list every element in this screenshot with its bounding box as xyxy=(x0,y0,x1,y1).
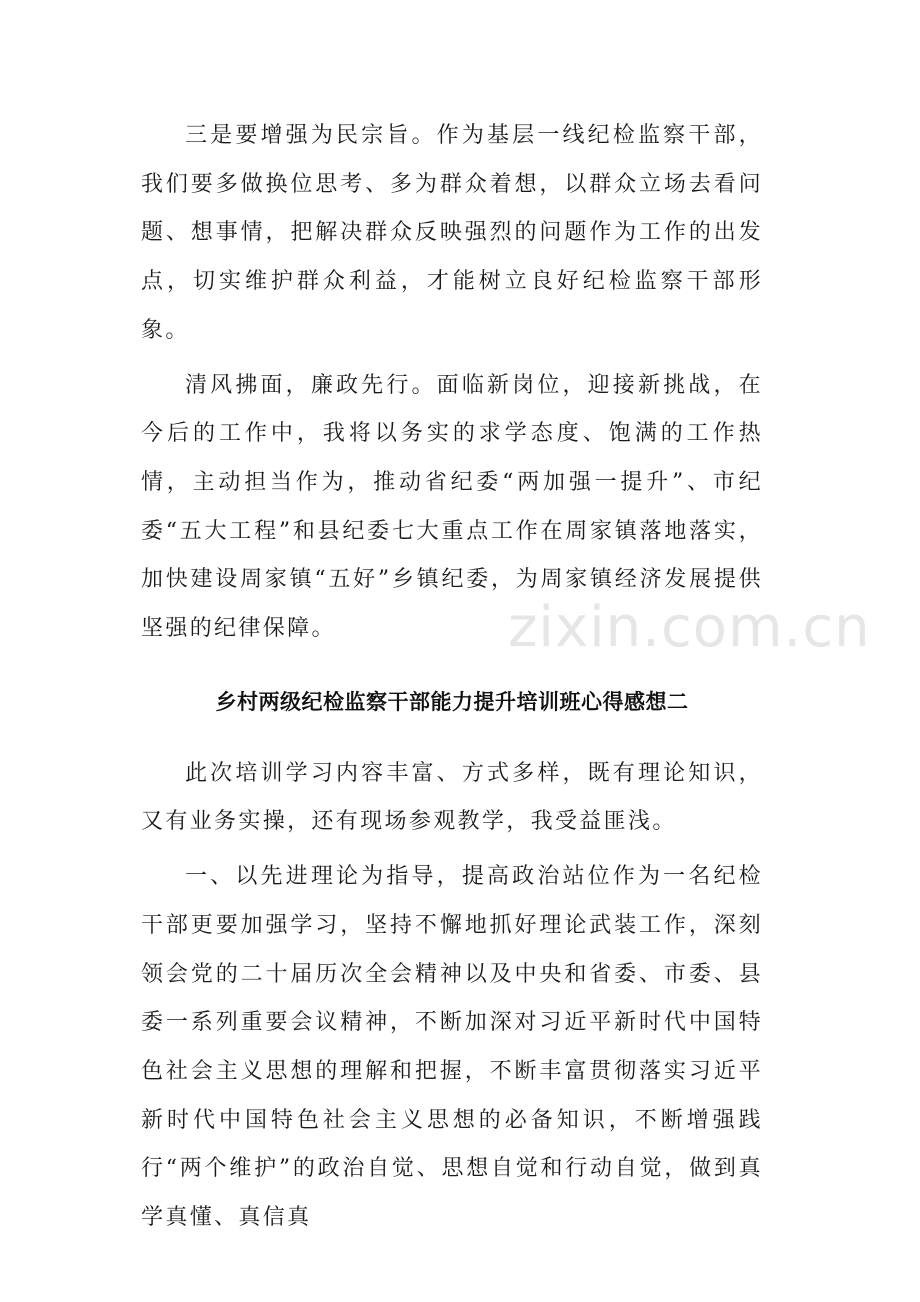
document-page xyxy=(141,112,763,1243)
section-heading: 乡村两级纪检监察干部能力提升培训班心得感想二 xyxy=(215,689,689,714)
paragraph-theory-guidance: 一、以先进理论为指导，提高政治站位作为一名纪检干部更要加强学习，坚持不懈地抓好理论武装工作，深刻领会党的二十届历次全会精神以及中央和省委、市委、县委一系列重要会议精神，不断加深对习近平新时代中国特色社会主义思想的理解和把握，不断丰富贯彻落实习近平新时代中国特色社会主义思想的必备知识，不断增强践行“两个维护”的政治自觉、思想自觉和行动自觉，做到真学真懂、真信真 xyxy=(141,864,763,1231)
watermark: zixin.com.cn xyxy=(508,595,871,660)
paragraph-clean-government: 清风拂面，廉政先行。面临新岗位，迎接新挑战，在今后的工作中，我将以务实的求学态度、饱满的工作热情，主动担当作为，推动省纪委“两加强一提升”、市纪委“五大工程”和县纪委七大重点工作在周家镇落地落实，加快建设周家镇“五好”乡镇纪委，为周家镇经济发展提供坚强的纪律保障。 xyxy=(141,372,763,642)
paragraph-training-summary: 此次培训学习内容丰富、方式多样，既有理论知识，又有业务实操，还有现场参观教学，我受益匪浅。 xyxy=(141,760,763,835)
paragraph-people-purpose: 三是要增强为民宗旨。作为基层一线纪检监察干部，我们要多做换位思考、多为群众着想，以群众立场去看问题、想事情，把解决群众反映强烈的问题作为工作的出发点，切实维护群众利益，才能树立良好纪检监察干部形象。 xyxy=(141,123,763,343)
